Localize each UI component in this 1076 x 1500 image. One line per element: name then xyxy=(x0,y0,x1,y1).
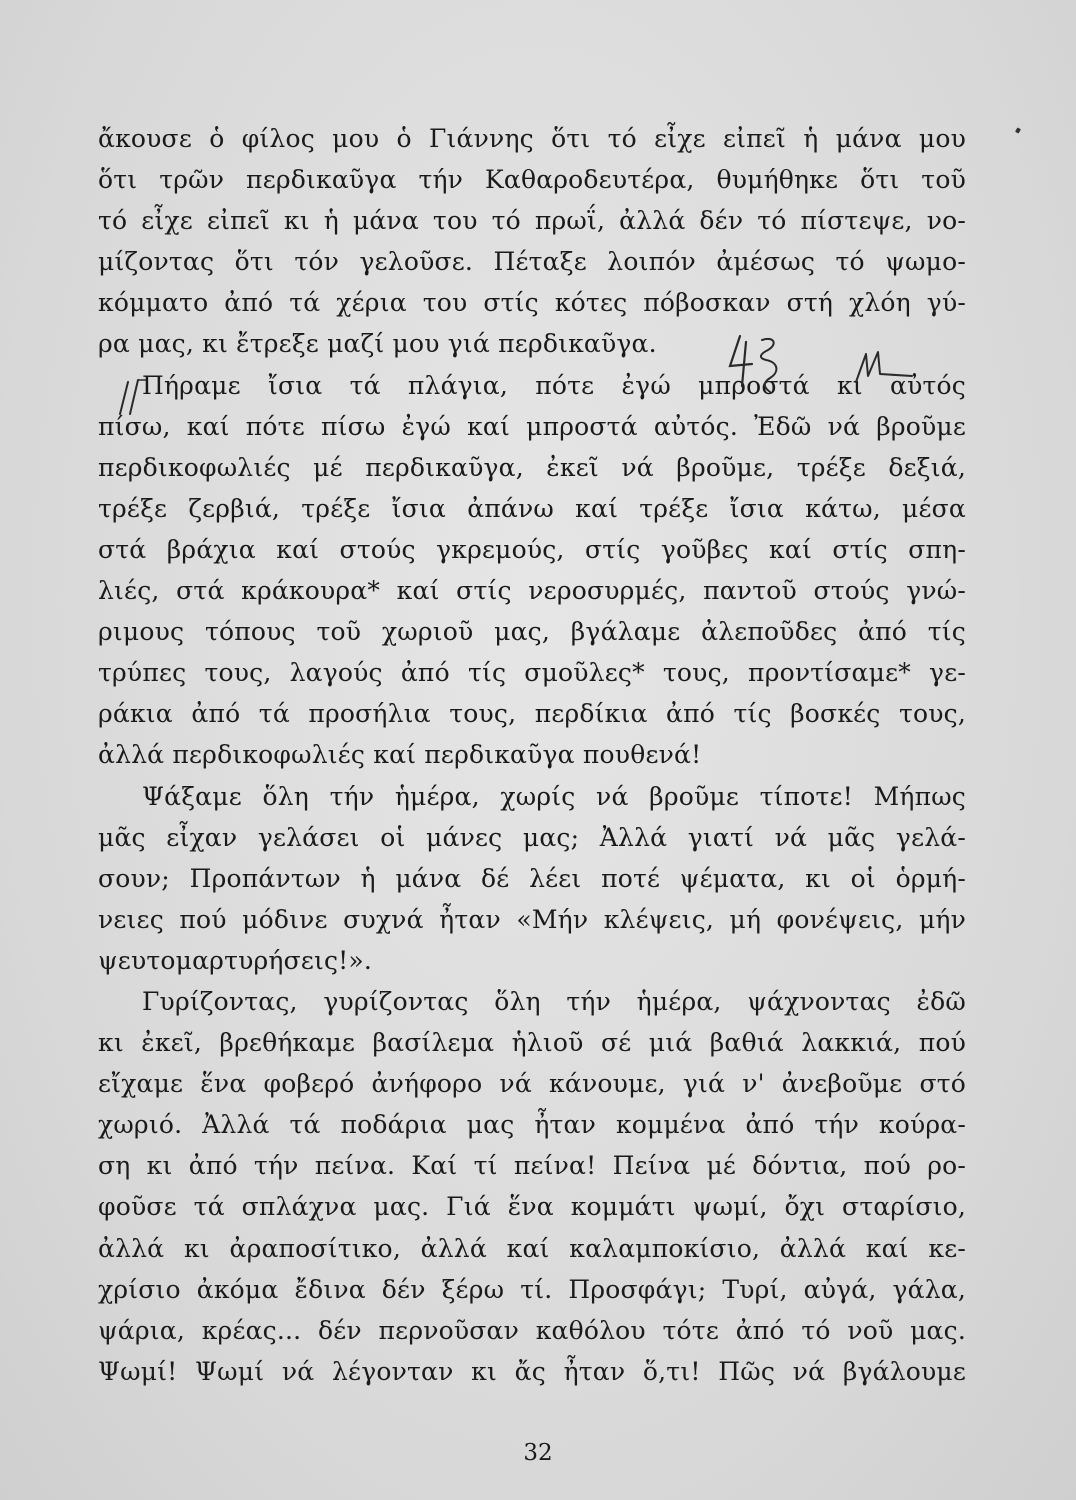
text-line: ἀλλά κι ἀραποσίτικο, ἀλλά καί καλαμποκίσιο, ἀλλά καί κε- xyxy=(98,1233,966,1263)
text-line: στά βράχια καί στούς γκρεμούς, στίς γοῦβες καί στίς σπη- xyxy=(98,534,966,564)
text-line: χωριό. Ἀλλά τά ποδάρια μας ἦταν κομμένα ἀπό τήν κούρα- xyxy=(98,1110,966,1140)
text-line: νειες πού μόδινε συχνά ἦταν «Μήν κλέψεις, μή φονέψεις, μήν xyxy=(98,904,966,934)
text-line: πίσω, καί πότε πίσω ἐγώ καί μπροστά αὐτός. Ἐδῶ νά βροῦμε xyxy=(98,411,966,441)
text-line: φοῦσε τά σπλάχνα μας. Γιά ἕνα κομμάτι ψωμί, ὄχι σταρίσιο, xyxy=(98,1192,966,1222)
text-line: ριμους τόπους τοῦ χωριοῦ μας, βγάλαμε ἀλεποῦδες ἀπό τίς xyxy=(98,617,966,647)
page-number: 32 xyxy=(523,1440,553,1466)
text-line: ὅτι τρῶν περδικαῦγα τήν Καθαροδευτέρα, θυμήθηκε ὅτι τοῦ xyxy=(98,165,966,195)
paragraph-start-line: Γυρίζοντας, γυρίζοντας ὅλη τήν ἡμέρα, ψάχνοντας ἐδῶ xyxy=(142,986,966,1016)
body-text xyxy=(98,118,966,1392)
text-line: ψευτομαρτυρήσεις!». xyxy=(98,945,373,975)
text-line: μᾶς εἶχαν γελάσει οἱ μάνες μας; Ἀλλά γιατί νά μᾶς γελά- xyxy=(98,822,966,852)
text-line: ράκια ἀπό τά προσήλια τους, περδίκια ἀπό τίς βοσκές τους, xyxy=(98,699,966,729)
text-line: ψάρια, κρέας... δέν περνοῦσαν καθόλου τότε ἀπό τό νοῦ μας. xyxy=(98,1315,966,1345)
paragraph-start-line: Ψάξαμε ὅλη τήν ἡμέρα, χωρίς νά βροῦμε τίποτε! Μήπως xyxy=(142,781,966,811)
text-line: χρίσιο ἀκόμα ἔδινα δέν ξέρω τί. Προσφάγι; Τυρί, αὐγά, γάλα, xyxy=(98,1274,966,1304)
text-line: Ψωμί! Ψωμί νά λέγονταν κι ἄς ἦταν ὅ,τι! Πῶς νά βγάλουμε xyxy=(98,1356,966,1386)
text-line: κόμματο ἀπό τά χέρια του στίς κότες πόβοσκαν στή χλόη γύ- xyxy=(98,288,966,318)
text-line: τρύπες τους, λαγούς ἀπό τίς σμοῦλες* τους, προντίσαμε* γε- xyxy=(98,658,966,688)
text-line: τρέξε ζερβιά, τρέξε ἴσια ἀπάνω καί τρέξε ἴσια κάτω, μέσα xyxy=(98,493,966,523)
text-line: εἴχαμε ἕνα φοβερό ἀνήφορο νά κάνουμε, γιά ν' ἀνεβοῦμε στό xyxy=(98,1069,966,1099)
text-line: κι ἐκεῖ, βρεθήκαμε βασίλεμα ἡλιοῦ σέ μιά βαθιά λακκιά, πού xyxy=(98,1028,966,1058)
text-line: σουν; Προπάντων ἡ μάνα δέ λέει ποτέ ψέματα, κι οἱ ὁρμή- xyxy=(98,863,966,893)
paragraph-start-line: Πήραμε ἴσια τά πλάγια, πότε ἐγώ μπροστά κι αὐτός xyxy=(142,370,966,400)
text-line: τό εἶχε εἰπεῖ κι ἡ μάνα του τό πρωΐ, ἀλλά δέν τό πίστεψε, νο- xyxy=(98,206,966,236)
text-line: ἄκουσε ὁ φίλος μου ὁ Γιάννης ὅτι τό εἶχε εἰπεῖ ἡ μάνα μου xyxy=(98,124,966,153)
text-line: μίζοντας ὅτι τόν γελοῦσε. Πέταξε λοιπόν ἀμέσως τό ψωμο- xyxy=(98,247,966,277)
text-line: ση κι ἀπό τήν πείνα. Καί τί πείνα! Πείνα μέ δόντια, πού ρο- xyxy=(98,1151,966,1181)
ink-speck xyxy=(1015,127,1021,133)
text-line: περδικοφωλιές μέ περδικαῦγα, ἐκεῖ νά βροῦμε, τρέξε δεξιά, xyxy=(98,452,966,482)
text-line: λιές, στά κράκουρα* καί στίς νεροσυρμές, παντοῦ στούς γνώ- xyxy=(98,576,966,606)
text-line: ἀλλά περδικοφωλιές καί περδικαῦγα πουθενά! xyxy=(98,740,702,770)
text-line: ρα μας, κι ἔτρεξε μαζί μου γιά περδικαῦγα. xyxy=(98,329,657,359)
